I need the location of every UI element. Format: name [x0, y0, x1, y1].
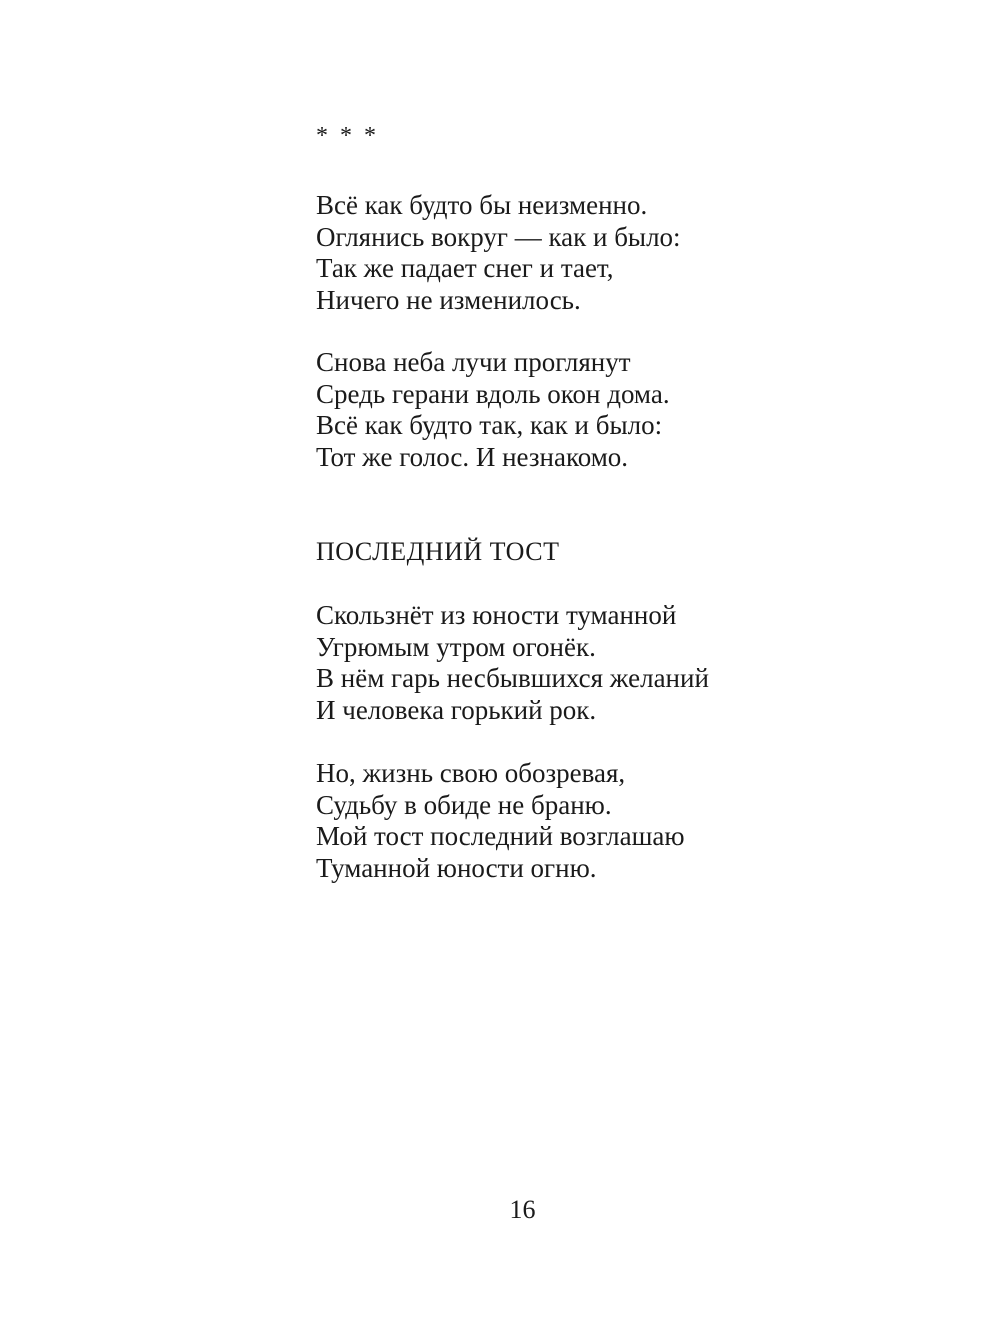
poem-line: Всё как будто бы неизменно.: [316, 190, 648, 220]
poem-line: Судьбу в обиде не браню.: [316, 789, 612, 820]
poem1-stanza-1: [316, 190, 876, 316]
poem-line: Ничего не изменилось.: [316, 284, 581, 315]
poem-line: Всё как будто так, как и было:: [316, 410, 663, 440]
poem2-stanza-1: [316, 600, 876, 726]
poem-line: Тот же голос. И незнакомо.: [316, 441, 629, 472]
poem-line: Скользнёт из юности туманной: [316, 600, 677, 630]
poem-line: Но, жизнь свою обозревая,: [316, 758, 626, 788]
poem-line: Мой тост последний возглашаю: [316, 821, 685, 851]
poem-line: Туманной юности огню.: [316, 852, 597, 883]
poem1-stanza-2: [316, 347, 876, 473]
section-separator: * * *: [316, 123, 379, 149]
poem-title: ПОСЛЕДНИЙ ТОСТ: [316, 537, 560, 566]
poem-line: Оглянись вокруг — как и было:: [316, 221, 681, 252]
poem2-stanza-2: [316, 758, 876, 884]
poem-line: Так же падает снег и тает,: [316, 253, 614, 283]
page-number: 16: [509, 1195, 536, 1224]
poem-line: В нём гарь несбывшихся желаний: [316, 663, 709, 693]
poem-line: Снова неба лучи проглянут: [316, 347, 631, 377]
poem-line: Средь герани вдоль окон дома.: [316, 378, 670, 409]
poem-line: И человека горький рок.: [316, 694, 597, 725]
poem-line: Угрюмым утром огонёк.: [316, 631, 596, 662]
